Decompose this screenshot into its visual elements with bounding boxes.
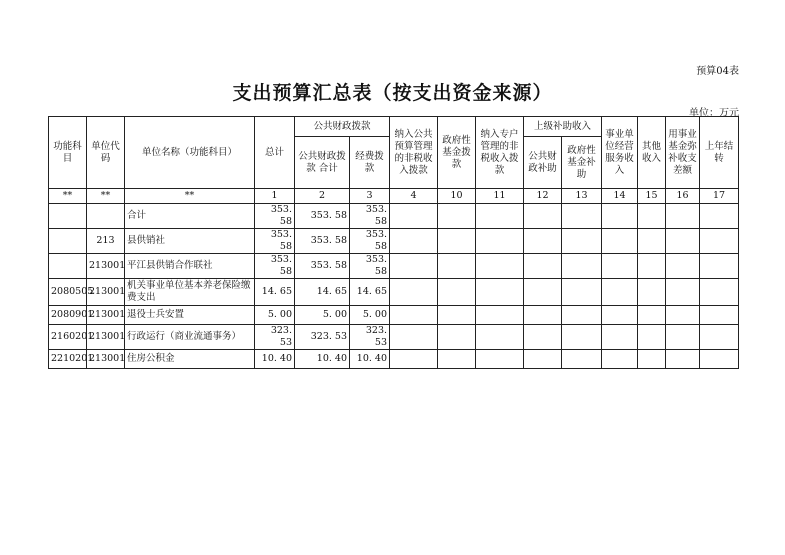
- empty-cell: [438, 325, 476, 350]
- pf-subtotal-cell: 14. 65: [295, 279, 350, 306]
- empty-cell: [438, 229, 476, 254]
- pf-subtotal-cell: 5. 00: [295, 306, 350, 325]
- total-cell: 5. 00: [255, 306, 295, 325]
- empty-cell: [524, 350, 562, 369]
- empty-cell: [562, 350, 602, 369]
- empty-cell: [666, 254, 700, 279]
- total-cell: 323. 53: [255, 325, 295, 350]
- index-cell: 13: [562, 189, 602, 204]
- empty-cell: [390, 204, 438, 229]
- header-fund-gap: 用事业基金弥补收支差额: [666, 117, 700, 189]
- unit-code-cell: 213001: [87, 254, 125, 279]
- unit-name-cell: 住房公积金: [125, 350, 255, 369]
- empty-cell: [390, 279, 438, 306]
- header-sup-gov-fund: 政府性基金补助: [562, 137, 602, 189]
- empty-cell: [438, 254, 476, 279]
- empty-cell: [666, 306, 700, 325]
- empty-cell: [700, 325, 739, 350]
- empty-cell: [562, 279, 602, 306]
- func-code-cell: [49, 204, 87, 229]
- empty-cell: [666, 204, 700, 229]
- empty-cell: [602, 325, 638, 350]
- empty-cell: [524, 254, 562, 279]
- func-code-cell: 2080901: [49, 306, 87, 325]
- pf-funding-cell: 353. 58: [350, 229, 390, 254]
- empty-cell: [524, 229, 562, 254]
- index-cell: 11: [476, 189, 524, 204]
- empty-cell: [638, 254, 666, 279]
- index-cell: 16: [666, 189, 700, 204]
- empty-cell: [562, 229, 602, 254]
- empty-cell: [666, 229, 700, 254]
- func-code-cell: 2210201: [49, 350, 87, 369]
- total-cell: 353. 58: [255, 204, 295, 229]
- table-row: [49, 350, 739, 369]
- index-cell: **: [87, 189, 125, 204]
- empty-cell: [638, 279, 666, 306]
- empty-cell: [666, 279, 700, 306]
- unit-code-cell: 213001: [87, 325, 125, 350]
- index-cell: 14: [602, 189, 638, 204]
- unit-code-cell: 213001: [87, 350, 125, 369]
- unit-code-cell: 213: [87, 229, 125, 254]
- empty-cell: [602, 229, 638, 254]
- index-cell: 1: [255, 189, 295, 204]
- unit-name-cell: 合计: [125, 204, 255, 229]
- empty-cell: [700, 204, 739, 229]
- func-code-cell: 2160201: [49, 325, 87, 350]
- unit-code-cell: [87, 204, 125, 229]
- empty-cell: [476, 279, 524, 306]
- total-cell: 353. 58: [255, 254, 295, 279]
- pf-subtotal-cell: 353. 58: [295, 229, 350, 254]
- empty-cell: [524, 204, 562, 229]
- unit-name-cell: 行政运行（商业流通事务）: [125, 325, 255, 350]
- empty-cell: [476, 325, 524, 350]
- empty-cell: [562, 254, 602, 279]
- empty-cell: [602, 306, 638, 325]
- index-cell: 3: [350, 189, 390, 204]
- form-number: 预算04表: [696, 66, 739, 77]
- pf-funding-cell: 14. 65: [350, 279, 390, 306]
- empty-cell: [562, 325, 602, 350]
- empty-cell: [638, 306, 666, 325]
- empty-cell: [700, 279, 739, 306]
- unit-label: 单位：万元: [689, 108, 739, 119]
- pf-funding-cell: 10. 40: [350, 350, 390, 369]
- empty-cell: [638, 350, 666, 369]
- header-unit-code: 单位代码: [87, 117, 125, 189]
- table-row: [49, 254, 739, 279]
- empty-cell: [700, 350, 739, 369]
- pf-subtotal-cell: 10. 40: [295, 350, 350, 369]
- index-cell: 4: [390, 189, 438, 204]
- unit-name-cell: 平江县供销合作联社: [125, 254, 255, 279]
- empty-cell: [390, 350, 438, 369]
- page-title: 支出预算汇总表（按支出资金来源）: [232, 82, 553, 104]
- header-pf-subtotal: 公共财政拨款 合计: [295, 137, 350, 189]
- table-row: [49, 306, 739, 325]
- header-pf-nontax: 纳入公共预算管理的非税收入拨款: [390, 117, 438, 189]
- header-superior: 上级补助收入: [524, 117, 602, 137]
- empty-cell: [476, 350, 524, 369]
- empty-cell: [666, 325, 700, 350]
- empty-cell: [438, 306, 476, 325]
- index-row: [49, 189, 739, 204]
- empty-cell: [562, 204, 602, 229]
- budget-table: [48, 116, 739, 369]
- total-cell: 14. 65: [255, 279, 295, 306]
- empty-cell: [524, 325, 562, 350]
- empty-cell: [700, 306, 739, 325]
- header-gov-fund: 政府性基金拨款: [438, 117, 476, 189]
- empty-cell: [390, 325, 438, 350]
- header-func-code: 功能科目: [49, 117, 87, 189]
- empty-cell: [638, 204, 666, 229]
- pf-subtotal-cell: 353. 58: [295, 204, 350, 229]
- empty-cell: [638, 229, 666, 254]
- pf-funding-cell: 353. 58: [350, 254, 390, 279]
- empty-cell: [438, 204, 476, 229]
- unit-name-cell: 机关事业单位基本养老保险缴费支出: [125, 279, 255, 306]
- empty-cell: [390, 306, 438, 325]
- empty-cell: [666, 350, 700, 369]
- header-public-finance: 公共财政拨款: [295, 117, 390, 137]
- func-code-cell: 2080505: [49, 279, 87, 306]
- empty-cell: [476, 204, 524, 229]
- empty-cell: [638, 325, 666, 350]
- empty-cell: [524, 306, 562, 325]
- total-cell: 353. 58: [255, 229, 295, 254]
- empty-cell: [476, 306, 524, 325]
- func-code-cell: [49, 254, 87, 279]
- header-other: 其他收入: [638, 117, 666, 189]
- empty-cell: [562, 306, 602, 325]
- pf-subtotal-cell: 323. 53: [295, 325, 350, 350]
- index-cell: **: [125, 189, 255, 204]
- index-cell: 15: [638, 189, 666, 204]
- table-row: [49, 325, 739, 350]
- header-carryover: 上年结转: [700, 117, 739, 189]
- empty-cell: [524, 279, 562, 306]
- header-business-service: 事业单位经营服务收入: [602, 117, 638, 189]
- func-code-cell: [49, 229, 87, 254]
- empty-cell: [390, 229, 438, 254]
- header-pf-funding: 经费拨款: [350, 137, 390, 189]
- empty-cell: [602, 350, 638, 369]
- header-unit-name: 单位名称（功能科目）: [125, 117, 255, 189]
- index-cell: 17: [700, 189, 739, 204]
- index-cell: 10: [438, 189, 476, 204]
- empty-cell: [602, 204, 638, 229]
- empty-cell: [700, 229, 739, 254]
- header-total: 总计: [255, 117, 295, 189]
- empty-cell: [602, 279, 638, 306]
- pf-funding-cell: 353. 58: [350, 204, 390, 229]
- header-special-nontax: 纳入专户管理的非税收入拨款: [476, 117, 524, 189]
- empty-cell: [476, 254, 524, 279]
- unit-code-cell: 213001: [87, 306, 125, 325]
- table-row: [49, 229, 739, 254]
- pf-subtotal-cell: 353. 58: [295, 254, 350, 279]
- empty-cell: [438, 350, 476, 369]
- empty-cell: [438, 279, 476, 306]
- table-row: [49, 204, 739, 229]
- index-cell: **: [49, 189, 87, 204]
- unit-name-cell: 县供销社: [125, 229, 255, 254]
- total-cell: 10. 40: [255, 350, 295, 369]
- empty-cell: [700, 254, 739, 279]
- empty-cell: [602, 254, 638, 279]
- index-cell: 2: [295, 189, 350, 204]
- header-sup-public: 公共财政补助: [524, 137, 562, 189]
- pf-funding-cell: 323. 53: [350, 325, 390, 350]
- table-row: [49, 279, 739, 306]
- unit-code-cell: 213001: [87, 279, 125, 306]
- index-cell: 12: [524, 189, 562, 204]
- empty-cell: [476, 229, 524, 254]
- pf-funding-cell: 5. 00: [350, 306, 390, 325]
- empty-cell: [390, 254, 438, 279]
- unit-name-cell: 退役士兵安置: [125, 306, 255, 325]
